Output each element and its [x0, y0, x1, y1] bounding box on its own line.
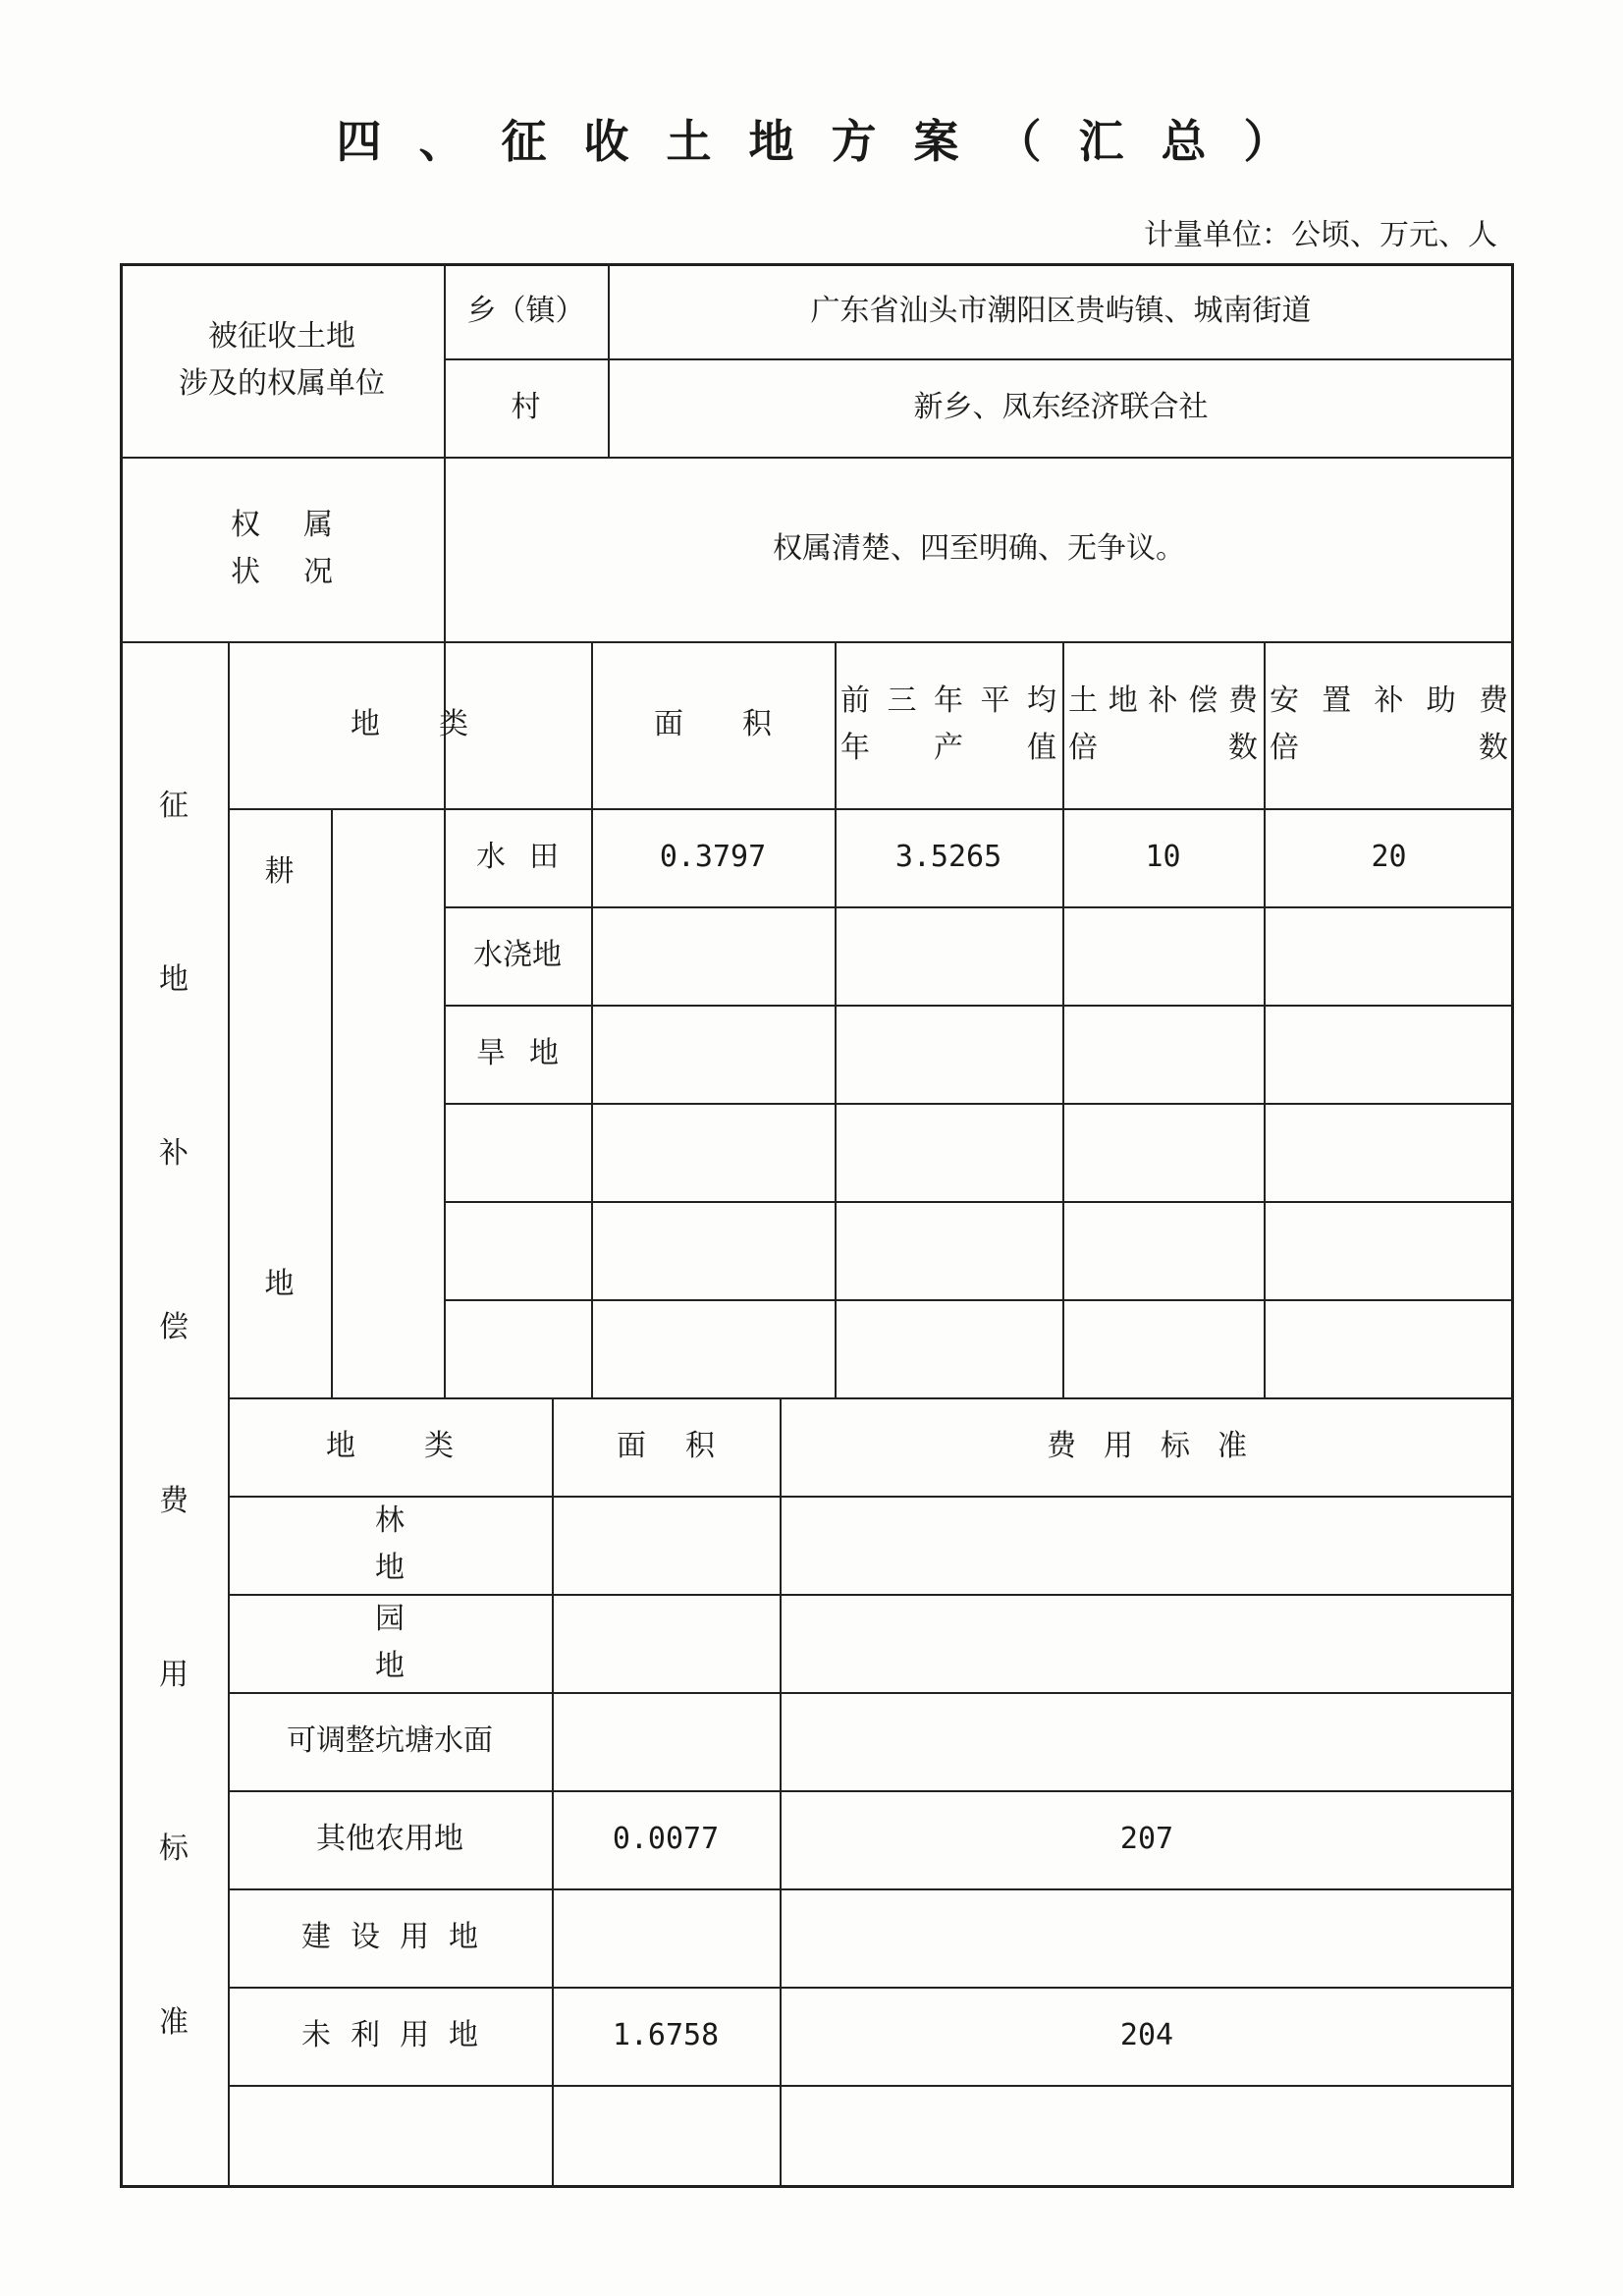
other-row-standard: 204 [1119, 2018, 1174, 2052]
other-row-area: 0.0077 [612, 1822, 720, 1856]
other-row-area [552, 1594, 780, 1692]
other-row-standard [780, 1594, 1514, 1692]
other-row-area [552, 1692, 780, 1790]
other-row-area [552, 1496, 780, 1594]
farmland-row-type: 水浇地 [473, 938, 562, 972]
farmland-header-avg-output: 前三年平均 年产值 [840, 683, 1056, 765]
farmland-row-type [444, 1201, 591, 1299]
farmland-row-area: 0.3797 [659, 840, 767, 874]
farmland-row-area [591, 906, 835, 1005]
other-header-standard: 费用标准 [1047, 1429, 1274, 1463]
farmland-row-comp: 10 [1145, 840, 1181, 874]
other-row-type: 其他农用地 [316, 1822, 463, 1856]
farmland-header-comp-mult: 土地补偿费 倍数 [1068, 683, 1258, 765]
township-label: 乡（镇） [466, 293, 585, 328]
farmland-row-type [444, 1299, 591, 1397]
farmland-row-output [835, 1005, 1062, 1103]
other-row-area [552, 2085, 780, 2188]
ownership-status-label: 权属 状况 [231, 508, 376, 589]
compensation-standard-side-label: 征 地 补 偿 费 用 标 准 [159, 789, 189, 2040]
owner-unit-label: 被征收土地 涉及的权属单位 [179, 318, 385, 401]
village-value: 新乡、凤东经济联合社 [913, 390, 1209, 424]
other-row-type: 建设用地 [301, 1920, 498, 1954]
farmland-row-resettle [1264, 906, 1514, 1005]
other-row-type: 可调整坑塘水面 [287, 1723, 493, 1758]
farmland-row-comp [1062, 1005, 1264, 1103]
other-row-type: 未利用地 [301, 2018, 498, 2052]
ownership-status-value: 权属清楚、四至明确、无争议。 [773, 531, 1185, 566]
farmland-row-type [444, 1103, 591, 1201]
farmland-row-resettle: 20 [1371, 840, 1407, 874]
farmland-row-output [835, 906, 1062, 1005]
farmland-header-land-type: 地类 [351, 707, 527, 741]
farmland-group-label-top: 耕 [264, 854, 295, 889]
other-header-land-type: 地类 [326, 1429, 522, 1463]
other-row-type: 园地 [375, 1602, 532, 1683]
other-row-area [552, 1888, 780, 1987]
farmland-row-output: 3.5265 [894, 840, 1002, 874]
other-row-standard: 207 [1119, 1822, 1174, 1856]
farmland-group-label-bottom: 地 [264, 1267, 295, 1301]
farmland-row-type: 水田 [476, 840, 582, 874]
other-row-standard [780, 1888, 1514, 1987]
other-row-standard [780, 2085, 1514, 2188]
other-row-standard [780, 1692, 1514, 1790]
other-row-type: 林地 [375, 1503, 532, 1585]
farmland-row-type: 旱地 [476, 1036, 582, 1070]
other-row-area: 1.6758 [612, 2018, 720, 2052]
township-value: 广东省汕头市潮阳区贵屿镇、城南街道 [810, 293, 1312, 328]
farmland-header-area: 面积 [654, 707, 831, 741]
farmland-row-1-padding [331, 808, 444, 906]
farmland-row-resettle [1264, 1005, 1514, 1103]
farmland-row-area [591, 1005, 835, 1103]
farmland-row-comp [1062, 906, 1264, 1005]
other-row-type [228, 2085, 552, 2188]
unit-note: 计量单位：公顷、万元、人 [1144, 218, 1497, 252]
land-acquisition-table [120, 263, 1514, 2188]
page-title: 四、征收土地方案（汇总） [336, 115, 1326, 168]
other-header-area: 面积 [617, 1429, 754, 1463]
farmland-header-resettle-mult: 安置补助费 倍数 [1270, 683, 1508, 765]
other-row-standard [780, 1496, 1514, 1594]
village-label: 村 [511, 390, 541, 424]
